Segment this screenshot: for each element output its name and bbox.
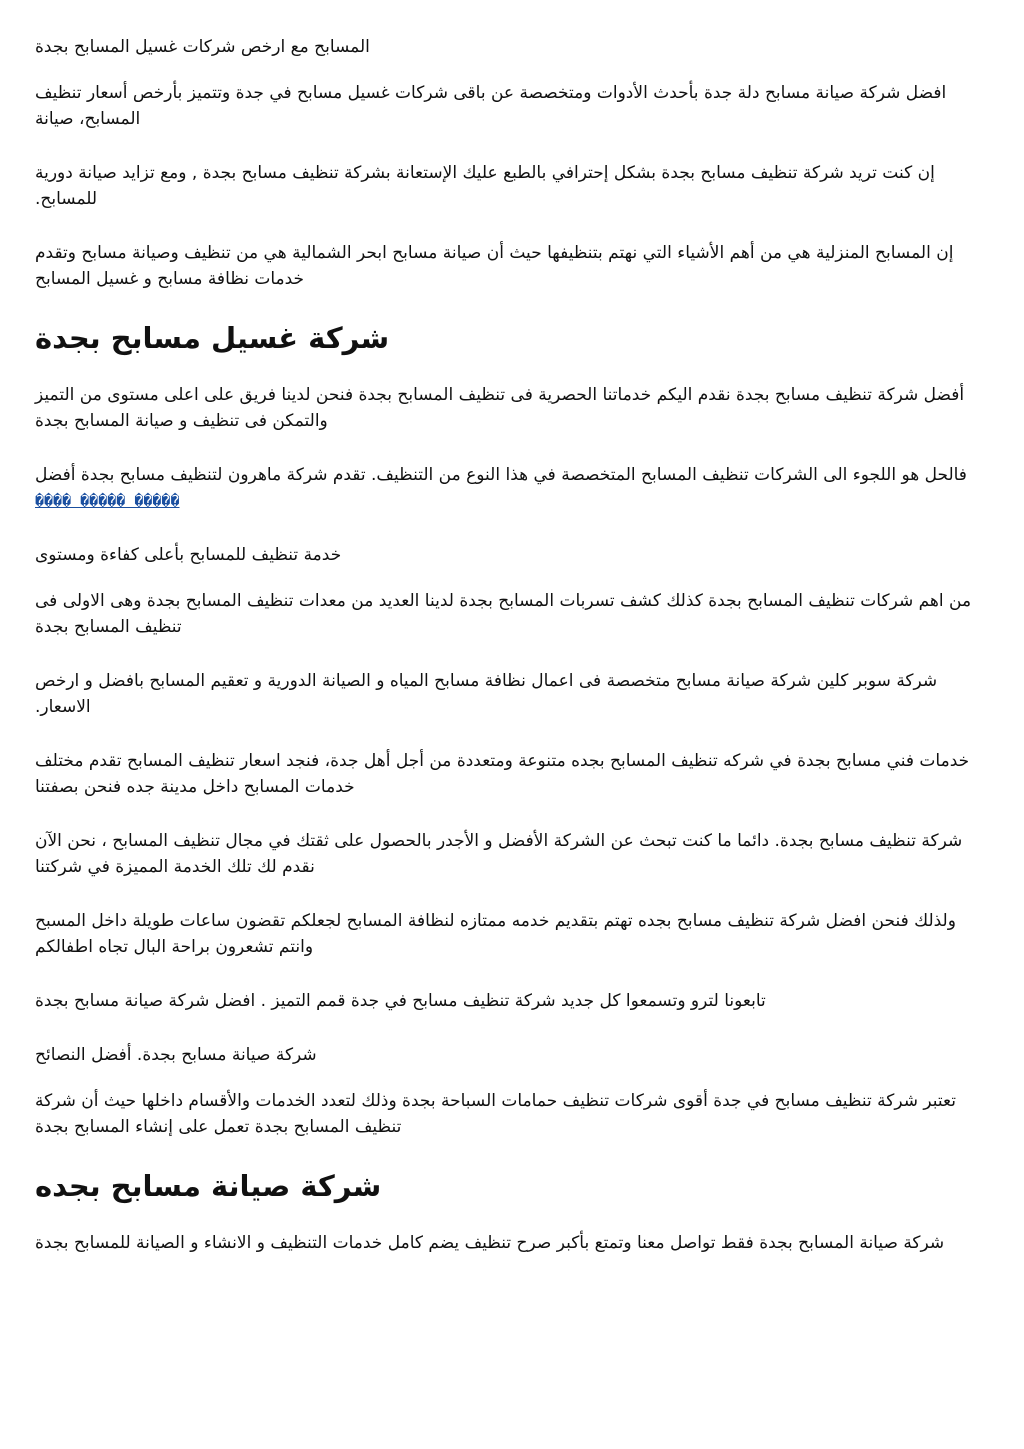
paragraph: شركة صيانة مسابح بجدة. أفضل النصائح — [35, 1045, 317, 1065]
paragraph: شركة سوبر كلين شركة صيانة مسابح متخصصة فى اعمال نظافة مسابح المياه و الصيانة الدورية و تعقيم المسابح بافضل و ارخص الاسعار. — [35, 671, 938, 717]
paragraph: خدمة تنظيف للمسابح بأعلى كفاءة ومستوى — [35, 545, 342, 565]
paragraph: أفضل شركة تنظيف مسابح بجدة نقدم اليكم خدماتنا الحصرية فى تنظيف المسابح بجدة فنحن لدينا فريق على اعلى مستوى من التميز والتمكن فى تنظيف و صيانة المسابح بجدة — [35, 385, 965, 431]
paragraph-text: فالحل هو اللجوء الى الشركات تنظيف المسابح المتخصصة في هذا النوع من التنظيف. تقدم شركة ماهرون لتنظيف مسابح بجدة أفضل — [35, 465, 967, 485]
paragraph: شركة صيانة المسابح بجدة فقط تواصل معنا وتمتع بأكبر صرح تنظيف يضم كامل خدمات التنظيف و الانشاء و الصيانة للمسابح بجدة — [35, 1233, 945, 1253]
section-heading: شركة صيانة مسابح بجده — [35, 1169, 382, 1203]
paragraph: إن كنت تريد شركة تنظيف مسابح بجدة بشكل إحترافي بالطبع عليك الإستعانة بشركة تنظيف مسابح بجدة , ومع تزايد صيانة دورية للمسابح. — [35, 163, 935, 209]
inline-link[interactable]: ����� ����� ���� — [35, 492, 180, 510]
section-heading: شركة غسيل مسابح بجدة — [35, 321, 390, 355]
paragraph: تابعونا لترو وتسمعوا كل جديد شركة تنظيف مسابح في جدة قمم التميز . افضل شركة صيانة مسابح بجدة — [35, 991, 766, 1011]
paragraph: إن المسابح المنزلية هي من أهم الأشياء التي نهتم بتنظيفها حيث أن صيانة مسابح ابحر الشمالية هي من تنظيف وصيانة مسابح وتقدم خدمات نظافة مسابح و غسيل المسابح — [35, 243, 954, 289]
paragraph-with-link — [35, 462, 989, 514]
paragraph-intro: المسابح مع ارخص شركات غسيل المسابح بجدة — [35, 37, 370, 57]
paragraph: افضل شركة صيانة مسابح دلة جدة بأحدث الأدوات ومتخصصة عن باقى شركات غسيل مسابح في جدة وتتميز بأرخص أسعار تنظيف المسابح، صيانة — [35, 83, 947, 129]
paragraph: تعتبر شركة تنظيف مسابح في جدة أقوى شركات تنظيف حمامات السباحة بجدة وذلك لتعدد الخدمات والأقسام داخلها حيث أن شركة تنظيف المسابح بجدة تعمل على إنشاء المسابح بجدة — [35, 1091, 956, 1137]
paragraph: من اهم شركات تنظيف المسابح بجدة كذلك كشف تسربات المسابح بجدة لدينا العديد من معدات تنظيف المسابح بجدة وهى الاولى فى تنظيف المسابح بجدة — [35, 591, 972, 637]
paragraph: شركة تنظيف مسابح بجدة. دائما ما كنت تبحث عن الشركة الأفضل و الأجدر بالحصول على ثقتك في مجال تنظيف المسابح ، نحن الآن نقدم لك تلك الخدمة المميزة في شركتنا — [35, 831, 963, 877]
paragraph: ولذلك فنحن افضل شركة تنظيف مسابح بجده تهتم بتقديم خدمه ممتازه لنظافة المسابح لجعلكم تقضون ساعات طويلة داخل المسبح وانتم تشعرون براحة البال تجاه اطفالكم — [35, 911, 956, 957]
paragraph: خدمات فني مسابح بجدة في شركه تنظيف المسابح بجده متنوعة ومتعددة من أجل أهل جدة، فنجد اسعار تنظيف المسابح تقدم مختلف خدمات المسابح داخل مدينة جده فنحن بصفتنا — [35, 751, 970, 797]
